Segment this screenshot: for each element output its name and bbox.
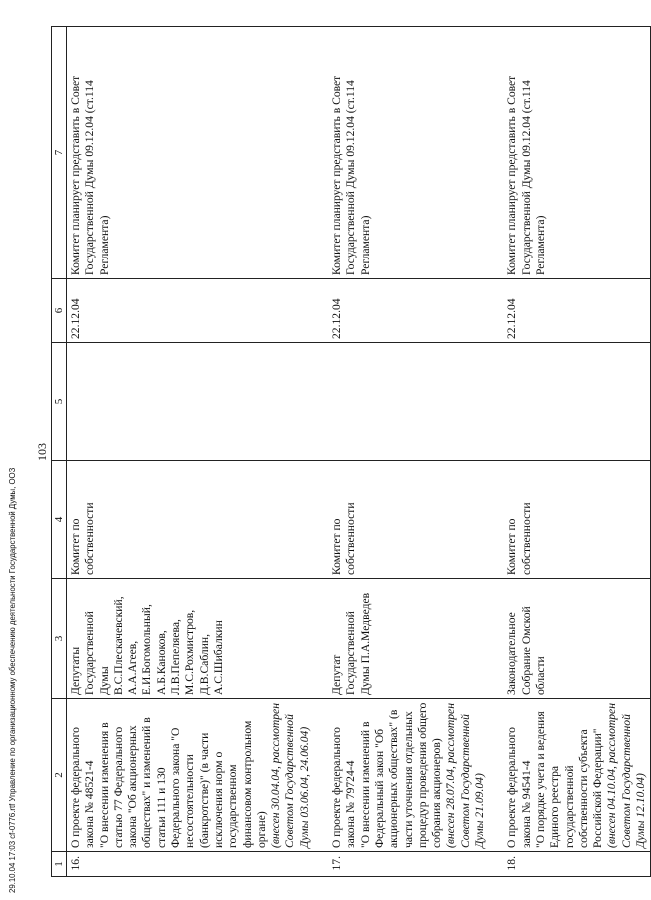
law-note: (внесен 28.07.04, рассмотрен Советом Государственной Думы 21.09.04) xyxy=(444,703,487,848)
law-description: "О порядке учета и ведения Единого реестра государственной собственности субъекта Российской Федерации" xyxy=(533,711,605,848)
law-title: О проекте федерального закона № 79724-4 xyxy=(330,727,358,848)
table-row xyxy=(67,27,315,877)
column-5-cell xyxy=(328,343,489,461)
bills-table xyxy=(51,26,651,877)
column-5-cell xyxy=(67,343,315,461)
law-title: О проекте федерального закона № 94541-4 xyxy=(505,727,533,848)
initiator-cell: Депутат Государственной Думы П.А.Медведев xyxy=(328,579,489,699)
column-header-1: 1 xyxy=(52,852,67,877)
law-note: (внесен 30.04.04, рассмотрен Советом Государственной Думы 03.06.04, 24.06.04) xyxy=(269,703,311,848)
initiator-cell: Депутаты Государственной Думы В.С.Плескачевский, А.А.Агеев, Е.И.Богомольный, А.Б.Каноков, Л.В.Пепеляева, М.С.Рохмистров, Д.В.Саблин, А.С.Шибалкин xyxy=(67,579,315,699)
date-cell: 22.12.04 xyxy=(328,279,489,343)
law-note: (внесен 04.10.04, рассмотрен Советом Государственной Думы 12.10.04) xyxy=(605,703,647,848)
law-description: "О внесении изменения в статью 77 Федерального закона "Об акционерных обществах" и изменений в статьи 111 и 130 Федерального закона "О несостоятельности (банкротстве)" (в части исключения норм о государственном финансовом контрольном органе) xyxy=(97,717,268,848)
law-cell xyxy=(328,699,489,852)
law-cell xyxy=(67,699,315,852)
date-cell: 22.12.04 xyxy=(503,279,650,343)
table-row xyxy=(328,27,489,877)
initiator-cell: Законодательное Собрание Омской области xyxy=(503,579,650,699)
plan-cell: Комитет планирует представить в Совет Государственной Думы 09.12.04 (ст.114 Регламента) xyxy=(328,27,489,279)
column-5-cell xyxy=(503,343,650,461)
column-header-7: 7 xyxy=(52,27,67,279)
column-header-3: 3 xyxy=(52,579,67,699)
row-spacer xyxy=(314,27,328,877)
plan-cell: Комитет планирует представить в Совет Государственной Думы 09.12.04 (ст.114 Регламента) xyxy=(503,27,650,279)
column-header-5: 5 xyxy=(52,343,67,461)
law-title: О проекте федерального закона № 48521-4 xyxy=(69,727,97,848)
row-number: 17. xyxy=(328,852,489,877)
law-description: "О внесении изменений в Федеральный закон "Об акционерных обществах" (в части уточнения отдельных процедур проведения общего собрания акционеров) xyxy=(358,702,444,848)
column-header-row xyxy=(52,27,67,877)
committee-cell: Комитет по собственности xyxy=(67,461,315,579)
law-cell xyxy=(503,699,650,852)
row-spacer xyxy=(489,27,503,877)
committee-cell: Комитет по собственности xyxy=(328,461,489,579)
row-number: 18. xyxy=(503,852,650,877)
date-cell: 22.12.04 xyxy=(67,279,315,343)
rotated-sheet xyxy=(35,27,647,877)
table-row xyxy=(503,27,650,877)
document-footer: 29.10.04 17:03 сf-0776.rtf Управление по организационному обеспечению деятельности Государственной Думы, ООЗ xyxy=(8,467,17,893)
committee-cell: Комитет по собственности xyxy=(503,461,650,579)
page-number: 103 xyxy=(35,443,49,461)
column-header-2: 2 xyxy=(52,699,67,852)
column-header-6: 6 xyxy=(52,279,67,343)
row-number: 16. xyxy=(67,852,315,877)
plan-cell: Комитет планирует представить в Совет Государственной Думы 09.12.04 (ст.114 Регламента) xyxy=(67,27,315,279)
column-header-4: 4 xyxy=(52,461,67,579)
